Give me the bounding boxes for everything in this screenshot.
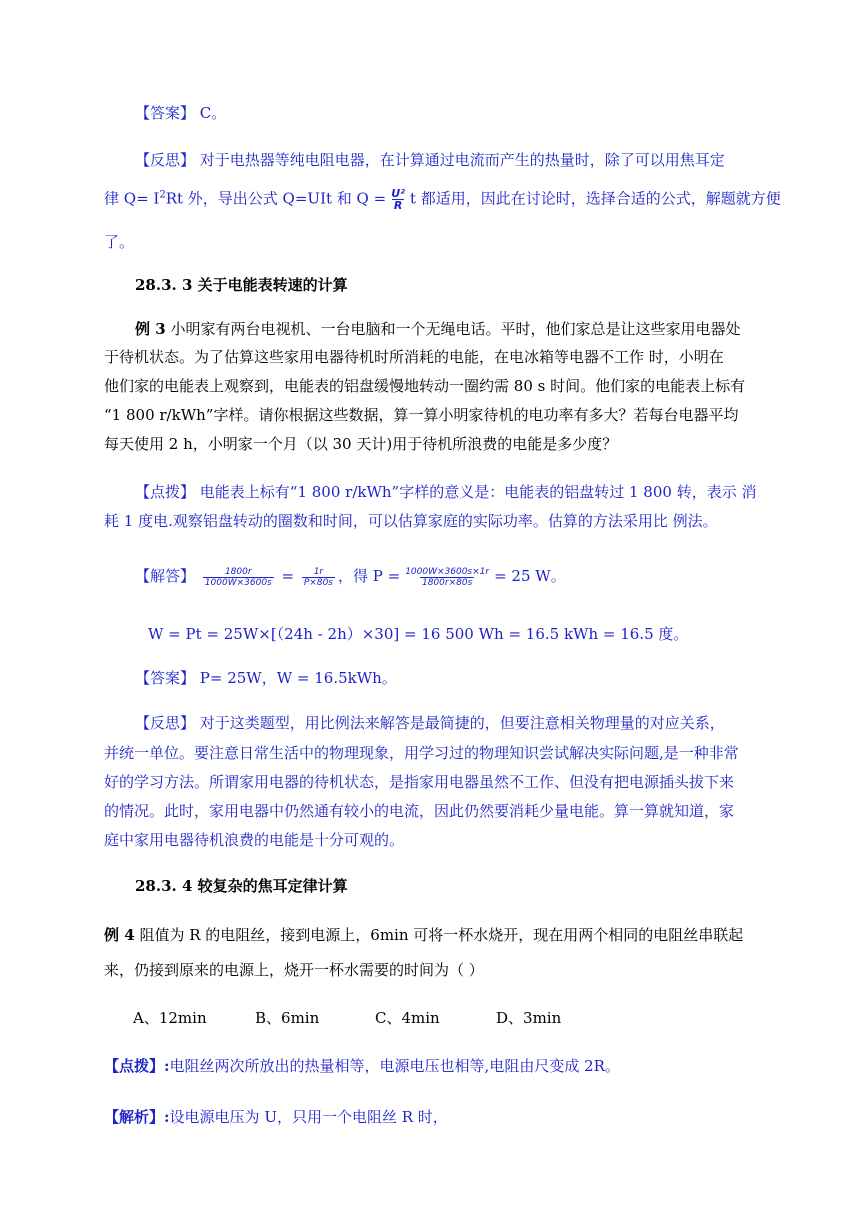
reflect-2-line-3: 好的学习方法。所谓家用电器的待机状态，是指家用电器虽然不工作、但没有把电源插头拔下来 [104,773,735,791]
reflect-text: Rt 外，导出公式 Q=UIt 和 Q = [165,189,387,208]
example-4-line-2: 来，仍接到原来的电源上，烧开一杯水需要的时间为（ ） [104,961,484,979]
example-text: 小明家有两台电视机、一台电脑和一个无绳电话。平时，他们家总是让这些家用电器处 [165,320,741,338]
answer-1 [135,103,226,123]
reflect-1-line-1 [135,150,725,170]
solution-text: = 25 W。 [494,567,566,585]
answer-tag: 【答案】 [135,669,196,687]
formula-fraction [403,567,491,588]
example-label: 例 3 [135,320,166,338]
example-4-line-1 [104,925,743,945]
superscript: 2 [159,189,166,201]
analysis-text: 设电源电压为 U，只用一个电阻丝 R 时， [169,1108,448,1126]
section-heading: 28.3. 4 较复杂的焦耳定律计算 [135,877,348,895]
analysis-tag: 【解析】: [104,1108,170,1126]
reflect-tag: 【反思】 [135,151,196,169]
reflect-text: 对于电热器等纯电阻电器，在计算通过电流而产生的热量时，除了可以用焦耳定 [195,151,725,169]
solution-tag: 【解答】 [135,567,196,585]
formula-fraction [302,567,335,588]
reflect-tag: 【反思】 [135,714,196,732]
solution-text: ，得 P = [337,567,401,585]
fraction-denominator: 1800r×80s [421,577,473,588]
formula-fraction [389,188,407,211]
fraction-numerator: 1000W×3600s×1r [405,566,490,577]
reflect-2-line-4: 的情况。此时，家用电器中仍然通有较小的电流，因此仍然要消耗少量电能。算一算就知道，家 [104,802,735,820]
hint-line-1 [135,482,756,502]
solution-line-1 [135,566,566,588]
hint-text: 电能表上标有“1 800 r/kWh”字样的意义是：电能表的铝盘转过 1 800 转，表示 消 [195,483,757,501]
example-text: 阻值为 R 的电阻丝，接到电源上，6min 可将一杯水烧开，现在用两个相同的电阻丝串联起 [134,926,744,944]
hint-tag: 【点拨】: [104,1057,170,1075]
answer-tag: 【答案】 [135,104,196,122]
reflect-1-line-3 [104,232,134,252]
example-3-line-5: 每天使用 2 h，小明家一个月（以 30 天计)用于待机所浪费的电能是多少度？ [104,435,618,453]
option-b: B、6min [255,1009,320,1027]
option-c: C、4min [375,1009,440,1027]
reflect-1-line-2 [104,188,781,211]
equals-sign: = [281,567,295,585]
example-3-line-3: 他们家的电能表上观察到，电能表的铝盘缓慢地转动一圈约需 80 s 时间。他们家的电能表上标有 [104,377,746,395]
answer-2 [135,668,397,688]
fraction-denominator: 1000W×3600s [204,577,272,588]
solution-line-2: W = Pt = 25W×[（24h - 2h）×30] = 16 500 Wh = 16.5 kWh = 16.5 度。 [148,625,689,643]
reflect-text: 了。 [104,233,135,251]
option-d: D、3min [496,1009,562,1027]
hint-tag: 【点拨】 [135,483,196,501]
fraction-numerator: U² [391,187,405,200]
example-label: 例 4 [104,926,135,944]
reflect-text: 对于这类题型，用比例法来解答是最简捷的，但要注意相关物理量的对应关系， [195,714,725,732]
hint-2 [104,1056,620,1076]
reflect-text: t 都适用，因此在讨论时，选择合适的公式，解题就方便 [409,189,781,208]
fraction-denominator: P×80s [303,577,333,588]
formula-fraction [203,567,274,588]
analysis [104,1107,448,1127]
answer-text: P= 25W，W = 16.5kWh。 [195,669,397,687]
example-3-line-1 [135,319,740,339]
reflect-2-line-2: 并统一单位。要注意日常生活中的物理现象，用学习过的物理知识尝试解决实际问题,是一种非常 [104,744,739,762]
example-3-line-2: 于待机状态。为了估算这些家用电器待机时所消耗的电能，在电冰箱等电器不工作 时，小明在 [104,348,724,366]
reflect-text: 律 Q= I [104,189,160,208]
fraction-numerator: 1r [313,566,324,577]
fraction-numerator: 1800r [224,566,252,577]
reflect-2-line-1 [135,713,725,733]
hint-text: 电阻丝两次所放出的热量相等，电源电压也相等,电阻由尺变成 2R。 [169,1057,620,1075]
section-heading: 28.3. 3 关于电能表转速的计算 [135,276,348,294]
fraction-denominator: R [393,199,403,212]
example-3-line-4: “1 800 r/kWh”字样。请你根据这些数据，算一算小明家待机的电功率有多大？若每台电器平均 [104,406,739,424]
hint-line-2: 耗 1 度电.观察铝盘转动的圈数和时间，可以估算家庭的实际功率。估算的方法采用比 例法。 [104,512,718,530]
reflect-2-line-5: 庭中家用电器待机浪费的电能是十分可观的。 [104,831,405,849]
option-a: A、12min [133,1009,207,1027]
answer-text: C。 [195,104,227,122]
